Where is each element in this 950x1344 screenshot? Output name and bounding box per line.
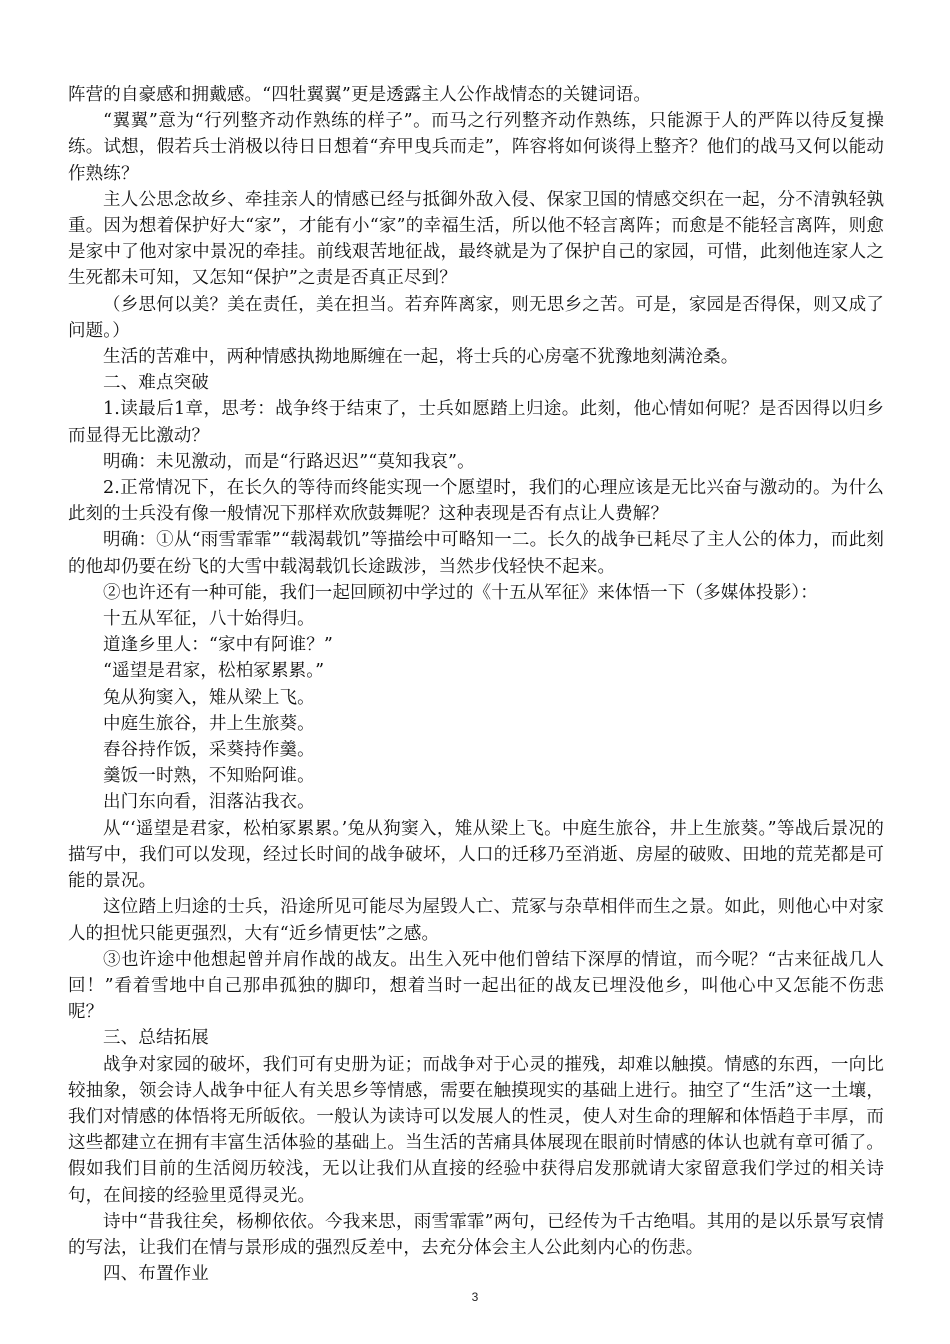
page-number: 3 (471, 1290, 479, 1304)
paragraph: 羹饭一时熟，不知贻阿谁。 (103, 766, 315, 787)
paragraph: ②也许还有一种可能，我们一起回顾初中学过的《十五从军征》来体悟一下（多媒体投影）： (103, 582, 818, 603)
paragraph: 十五从军征，八十始得归。 (103, 609, 315, 630)
paragraph: ③也许途中他想起曾并肩作战的战友。出生入死中他们曾结下深厚的情谊，而今呢？“古来征战几人回！”看着雪地中自己那串孤独的脚印，想着当时一起出征的战友已埋没他乡，叫他心中又怎能不伤悲呢？ (68, 949, 884, 1023)
paragraph: 道逢乡里人：“家中有阿谁？” (103, 635, 333, 656)
paragraph: 明确：①从“雨雪霏霏”“载渴载饥”等描绘中可略知一二。长久的战争已耗尽了主人公的体力，而此刻的他却仍要在纷飞的大雪中载渴载饥长途跋涉，当然步伐轻快不起来。 (68, 530, 884, 577)
paragraph: 战争对家园的破坏，我们可有史册为证；而战争对于心灵的摧残，却难以触摸。情感的东西，一向比较抽象，领会诗人战争中征人有关思乡等情感，需要在触摸现实的基础上进行。抽空了“生活”这一土壤，我们对情感的体悟将无所皈依。一般认为读诗可以发展人的性灵，使人对生命的理解和体悟趋于丰厚，而这些都建立在拥有丰富生活体验的基础上。当生活的苦痛具体展现在眼前时情感的体认也就有章可循了。假如我们目前的生活阅历较浅，无以让我们从直接的经验中获得启发那就请大家留意我们学过的相关诗句，在间接的经验里觅得灵光。 (68, 1054, 884, 1206)
paragraph: 出门东向看，泪落沾我衣。 (103, 792, 315, 813)
paragraph: 1.读最后1章，思考：战争终于结束了，士兵如愿踏上归途。此刻，他心情如何呢？是否因得以归乡而显得无比激动？ (68, 399, 884, 446)
paragraph: 2.正常情况下，在长久的等待而终能实现一个愿望时，我们的心理应该是无比兴奋与激动的。为什么此刻的士兵没有像一般情况下那样欢欣鼓舞呢？这种表现是否有点让人费解？ (68, 478, 884, 525)
paragraph: 舂谷持作饭，采葵持作羹。 (103, 740, 315, 761)
paragraph: 诗中“昔我往矣，杨柳依依。今我来思，雨雪霏霏”两句，已经传为千古绝唱。其用的是以乐景写哀情的写法，让我们在情与景形成的强烈反差中，去充分体会主人公此刻内心的伤悲。 (68, 1211, 884, 1258)
paragraph: 这位踏上归途的士兵，沿途所见可能尽为屋毁人亡、荒冢与杂草相伴而生之景。如此，则他心中对家人的担忧只能更强烈，大有“近乡情更怯”之感。 (68, 897, 884, 944)
paragraph: 从“‘遥望是君家，松柏冢累累。’兔从狗窦入，雉从梁上飞。中庭生旅谷，井上生旅葵。”等战后景况的描写中，我们可以发现，经过长时间的战争破坏，人口的迁移乃至消逝、房屋的破败、田地的荒芜都是可能的景况。 (68, 818, 884, 892)
paragraph: 阵营的自豪感和拥戴感。“四牡翼翼”更是透露主人公作战情态的关键词语。 (68, 85, 651, 105)
paragraph: 生活的苦难中，两种情感执拗地厮缠在一起，将士兵的心房毫不犹豫地刻满沧桑。 (103, 347, 739, 368)
paragraph: 主人公思念故乡、牵挂亲人的情感已经与抵御外敌入侵、保家卫国的情感交织在一起，分不清孰轻孰重。因为想着保护好大“家”，才能有小“家”的幸福生活，所以他不轻言离阵；而愈是不能轻言离阵，则愈是家中了他对家中景况的牵挂。前线艰苦地征战，最终就是为了保护自己的家园，可惜，此刻他连家人之生死都未可知，又怎知“保护”之责是否真正尽到？ (68, 189, 884, 289)
paragraph: 明确：未见激动，而是“行路迟迟”“莫知我哀”。 (103, 451, 475, 472)
paragraph: 二、难点突破 (103, 373, 209, 394)
paragraph: （乡思何以美？美在责任，美在担当。若弃阵离家，则无思乡之苦。可是，家园是否得保，则又成了问题。） (68, 294, 884, 341)
paragraph: 兔从狗窦入，雉从梁上飞。 (103, 687, 315, 708)
paragraph: 四、布置作业 (103, 1264, 209, 1285)
document-body (68, 82, 884, 1287)
paragraph: “翼翼”意为“行列整齐动作熟练的样子”。而马之行列整齐动作熟练，只能源于人的严阵以待反复操练。试想，假若兵士消极以待日日想着“弃甲曳兵而走”，阵容将如何谈得上整齐？他们的战马又何以能动作熟练？ (68, 111, 884, 184)
paragraph: “遥望是君家，松柏冢累累。” (103, 661, 325, 682)
paragraph: 三、总结拓展 (103, 1028, 209, 1049)
paragraph: 中庭生旅谷，井上生旅葵。 (103, 713, 315, 734)
